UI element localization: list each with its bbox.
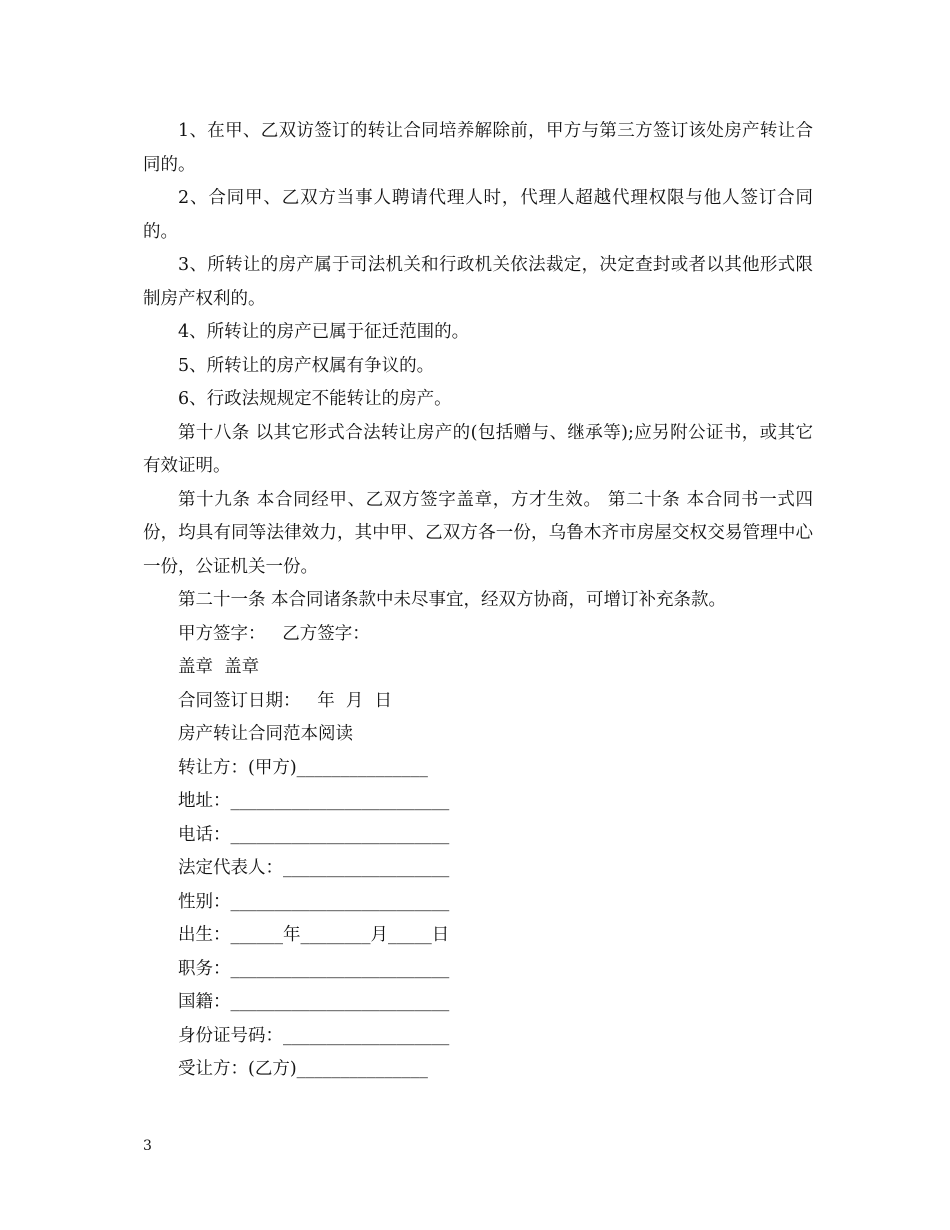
article-19-20: 第十九条 本合同经甲、乙双方签字盖章，方才生效。 第二十条 本合同书一式四份，均具有同等法律效力，其中甲、乙双方各一份，乌鲁木齐市房屋交权交易管理中心一份，公证机关一份。 xyxy=(143,489,813,577)
document-body xyxy=(143,115,813,1087)
transferee-field: 受让方：(乙方)_______________ xyxy=(178,1059,428,1079)
clause-6: 6、行政法规规定不能转让的房产。 xyxy=(178,389,452,409)
page-number: 3 xyxy=(143,1138,152,1154)
phone-field: 电话：_________________________ xyxy=(178,824,450,845)
transferor-field: 转让方：(甲方)_______________ xyxy=(178,757,428,778)
signature-line: 甲方签字： 乙方签字： xyxy=(178,623,370,644)
section-heading: 房产转让合同范本阅读 xyxy=(178,724,353,744)
nationality-field: 国籍：_________________________ xyxy=(178,992,450,1012)
address-field: 地址：_________________________ xyxy=(178,791,450,811)
id-number-field: 身份证号码：___________________ xyxy=(178,1025,450,1046)
clause-2: 2、合同甲、乙双方当事人聘请代理人时，代理人超越代理权限与他人签订合同的。 xyxy=(143,188,813,242)
clause-4: 4、所转让的房产已属于征迁范围的。 xyxy=(178,322,470,342)
signing-date-line: 合同签订日期： 年 月 日 xyxy=(178,690,392,711)
article-21: 第二十一条 本合同诸条款中未尽事宜，经双方协商，可增订补充条款。 xyxy=(178,590,727,610)
legal-representative-field: 法定代表人：___________________ xyxy=(178,858,450,878)
gender-field: 性别：_________________________ xyxy=(178,891,450,912)
seal-line: 盖章 盖章 xyxy=(178,657,260,677)
birth-date-field: 出生：______年________月_____日 xyxy=(178,925,450,945)
clause-1: 1、在甲、乙双访签订的转让合同培养解除前，甲方与第三方签订该处房产转让合同的。 xyxy=(143,121,813,175)
position-field: 职务：_________________________ xyxy=(178,958,450,979)
clause-5: 5、所转让的房产权属有争议的。 xyxy=(178,355,435,376)
clause-3: 3、所转让的房产属于司法机关和行政机关依法裁定，决定查封或者以其他形式限制房产权利的。 xyxy=(143,255,813,309)
article-18: 第十八条 以其它形式合法转让房产的(包括赠与、继承等);应另附公证书，或其它有效证明。 xyxy=(143,422,813,476)
